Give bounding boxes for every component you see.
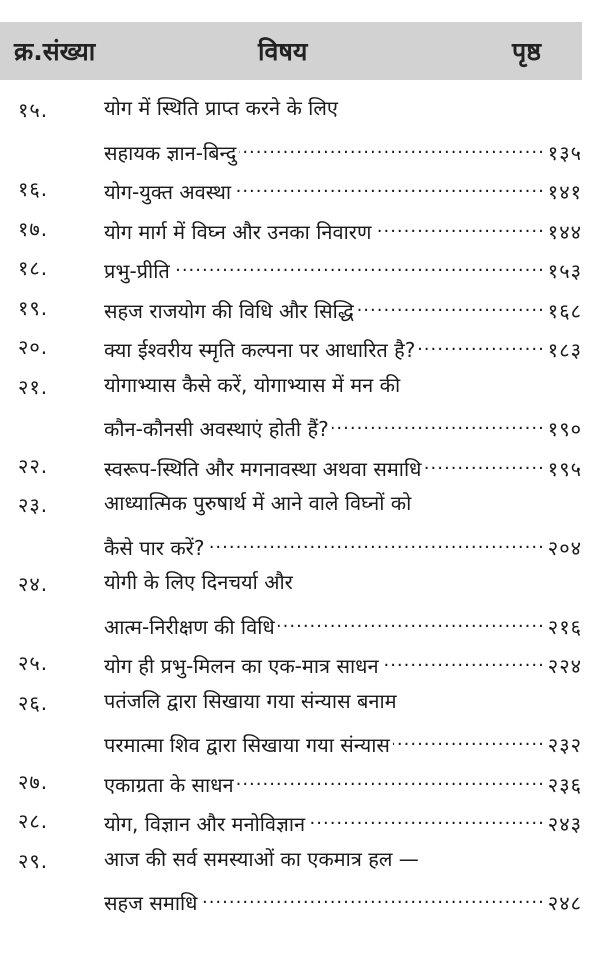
- entry-leader-line: [104, 608, 582, 640]
- toc-line: [0, 722, 600, 762]
- entry-title: आध्यात्मिक पुरुषार्थ में आने वाले विघ्नों को: [104, 491, 412, 515]
- entry-number: २०.: [18, 335, 49, 359]
- entry-title: कैसे पार करें?: [104, 535, 205, 560]
- entry-page-number: १६८: [547, 298, 582, 323]
- entry-title: योगाभ्यास कैसे करें, योगाभ्यास में मन की: [104, 372, 401, 397]
- entry-page-number: २४८: [547, 891, 582, 915]
- toc-entry[interactable]: [0, 209, 600, 249]
- toc-line: [0, 485, 600, 525]
- toc-line: [0, 169, 600, 209]
- entry-title: प्रभु-प्रीति: [104, 259, 170, 283]
- toc-line: [0, 525, 600, 565]
- entry-page-number: २४३: [547, 812, 582, 836]
- entry-number: २९.: [18, 848, 49, 873]
- toc-entry[interactable]: [0, 446, 600, 486]
- toc-entry[interactable]: [0, 683, 600, 762]
- entry-leader-line: [104, 766, 582, 798]
- entry-title: आत्म-निरीक्षण की विधि: [104, 614, 275, 639]
- toc-line: [0, 248, 600, 288]
- entry-number: २२.: [18, 453, 49, 478]
- entry-leader-line: [104, 252, 582, 284]
- dot-leader: [173, 252, 545, 278]
- entry-page-number: १३५: [547, 140, 582, 165]
- toc-line: [0, 801, 600, 841]
- toc-line: [0, 367, 600, 407]
- entry-leader-line: [104, 726, 582, 758]
- toc-line: [0, 446, 600, 486]
- toc-entry[interactable]: [0, 762, 600, 802]
- dot-leader: [424, 450, 544, 476]
- entry-leader-line: [104, 292, 582, 324]
- entry-page-number: १४१: [547, 180, 582, 204]
- entry-number: १८.: [18, 256, 49, 280]
- dot-leader: [207, 529, 544, 555]
- entry-leader-line: [104, 450, 582, 482]
- entry-title: स्वरूप-स्थिति और मगनावस्था अथवा समाधि: [104, 456, 422, 481]
- entry-title: योग मार्ग में विघ्न और उनका निवारण: [104, 219, 372, 244]
- entry-title: योग ही प्रभु-मिलन का एक-मात्र साधन: [104, 654, 379, 678]
- entry-title: सहायक ज्ञान-बिन्दु: [104, 140, 237, 165]
- entry-leader-line: [104, 647, 582, 679]
- toc-line: [0, 841, 600, 881]
- entry-title: कौन-कौनसी अवस्थाएं होती हैं?: [104, 417, 329, 441]
- toc-entry[interactable]: [0, 643, 600, 683]
- entry-page-number: २१६: [547, 614, 582, 639]
- entry-leader-line: [104, 805, 582, 837]
- entry-page-number: १९५: [547, 456, 582, 481]
- table-header: [0, 22, 582, 80]
- entry-page-number: १९०: [547, 417, 582, 441]
- entry-leader-line: [104, 529, 582, 561]
- toc-entry[interactable]: [0, 248, 600, 288]
- dot-leader: [278, 608, 545, 634]
- entry-page-number: १८३: [547, 338, 582, 362]
- entry-page-number: १४४: [547, 219, 582, 244]
- toc-line: [0, 288, 600, 328]
- entry-title: क्या ईश्वरीय स्मृति कल्पना पर आधारित है?: [104, 338, 416, 362]
- header-number: क्र.संख्या: [14, 37, 96, 66]
- toc-line: [0, 880, 600, 920]
- toc-line: [0, 130, 600, 170]
- toc-entry[interactable]: [0, 841, 600, 920]
- dot-leader: [308, 805, 545, 831]
- dot-leader: [237, 766, 545, 792]
- toc-line: [0, 209, 600, 249]
- entry-title: योगी के लिए दिनचर्या और: [104, 570, 293, 594]
- entry-page-number: २०४: [547, 535, 582, 560]
- entry-title: योग-युक्त अवस्था: [104, 180, 232, 204]
- toc-line: [0, 604, 600, 644]
- entry-leader-line: [104, 410, 582, 442]
- entry-number: २७.: [18, 769, 49, 794]
- entry-number: २३.: [18, 493, 49, 517]
- toc-line: [0, 564, 600, 604]
- entry-title: योग, विज्ञान और मनोविज्ञान: [104, 812, 306, 836]
- entry-number: १६.: [18, 177, 49, 201]
- toc-entry[interactable]: [0, 801, 600, 841]
- entry-page-number: २३२: [547, 733, 582, 757]
- entry-title: पतंजलि द्वारा सिखाया गया संन्यास बनाम: [104, 688, 397, 713]
- toc-entry[interactable]: [0, 288, 600, 328]
- entry-leader-line: [104, 134, 582, 166]
- entry-number: २४.: [18, 572, 49, 596]
- entry-page-number: १५३: [547, 259, 582, 283]
- toc-line: [0, 406, 600, 446]
- toc-line: [0, 327, 600, 367]
- dot-leader: [418, 331, 544, 357]
- toc-line: [0, 683, 600, 723]
- toc-line: [0, 762, 600, 802]
- entry-title: आज की सर्व समस्याओं का एकमात्र हल —: [104, 846, 419, 871]
- entry-title: एकाग्रता के साधन: [104, 772, 234, 797]
- header-subject: विषय: [258, 37, 308, 66]
- toc-entry[interactable]: [0, 327, 600, 367]
- entry-title: सहज समाधि: [104, 891, 198, 915]
- header-page: पृष्ठ: [512, 37, 541, 66]
- entry-leader-line: [104, 331, 582, 363]
- dot-leader: [374, 213, 544, 239]
- toc-line: [0, 643, 600, 683]
- entry-title: सहज राजयोग की विधि और सिद्धि: [104, 298, 354, 323]
- entry-page-number: २३६: [547, 772, 582, 797]
- entry-page-number: २२४: [547, 654, 582, 678]
- dot-leader: [200, 884, 544, 910]
- dot-leader: [234, 173, 545, 199]
- dot-leader: [357, 292, 545, 318]
- entry-leader-line: [104, 884, 582, 916]
- entry-number: १९.: [18, 295, 49, 320]
- toc-entry[interactable]: [0, 90, 600, 169]
- entry-leader-line: [104, 173, 582, 205]
- toc-entry[interactable]: [0, 485, 600, 564]
- table-of-contents: [0, 90, 600, 920]
- toc-line: [0, 90, 600, 130]
- entry-number: १५.: [18, 98, 49, 122]
- dot-leader: [382, 647, 545, 673]
- entry-number: २५.: [18, 651, 49, 675]
- entry-title: योग में स्थिति प्राप्त करने के लिए: [104, 96, 338, 120]
- dot-leader: [332, 410, 545, 436]
- entry-number: २६.: [18, 690, 49, 715]
- entry-number: २१.: [18, 374, 49, 399]
- toc-entry[interactable]: [0, 367, 600, 446]
- toc-entry[interactable]: [0, 564, 600, 643]
- entry-leader-line: [104, 213, 582, 245]
- toc-entry[interactable]: [0, 169, 600, 209]
- dot-leader: [393, 726, 545, 752]
- entry-number: २८.: [18, 809, 49, 833]
- entry-number: १७.: [18, 216, 49, 241]
- entry-title: परमात्मा शिव द्वारा सिखाया गया संन्यास: [104, 733, 390, 757]
- dot-leader: [239, 134, 544, 160]
